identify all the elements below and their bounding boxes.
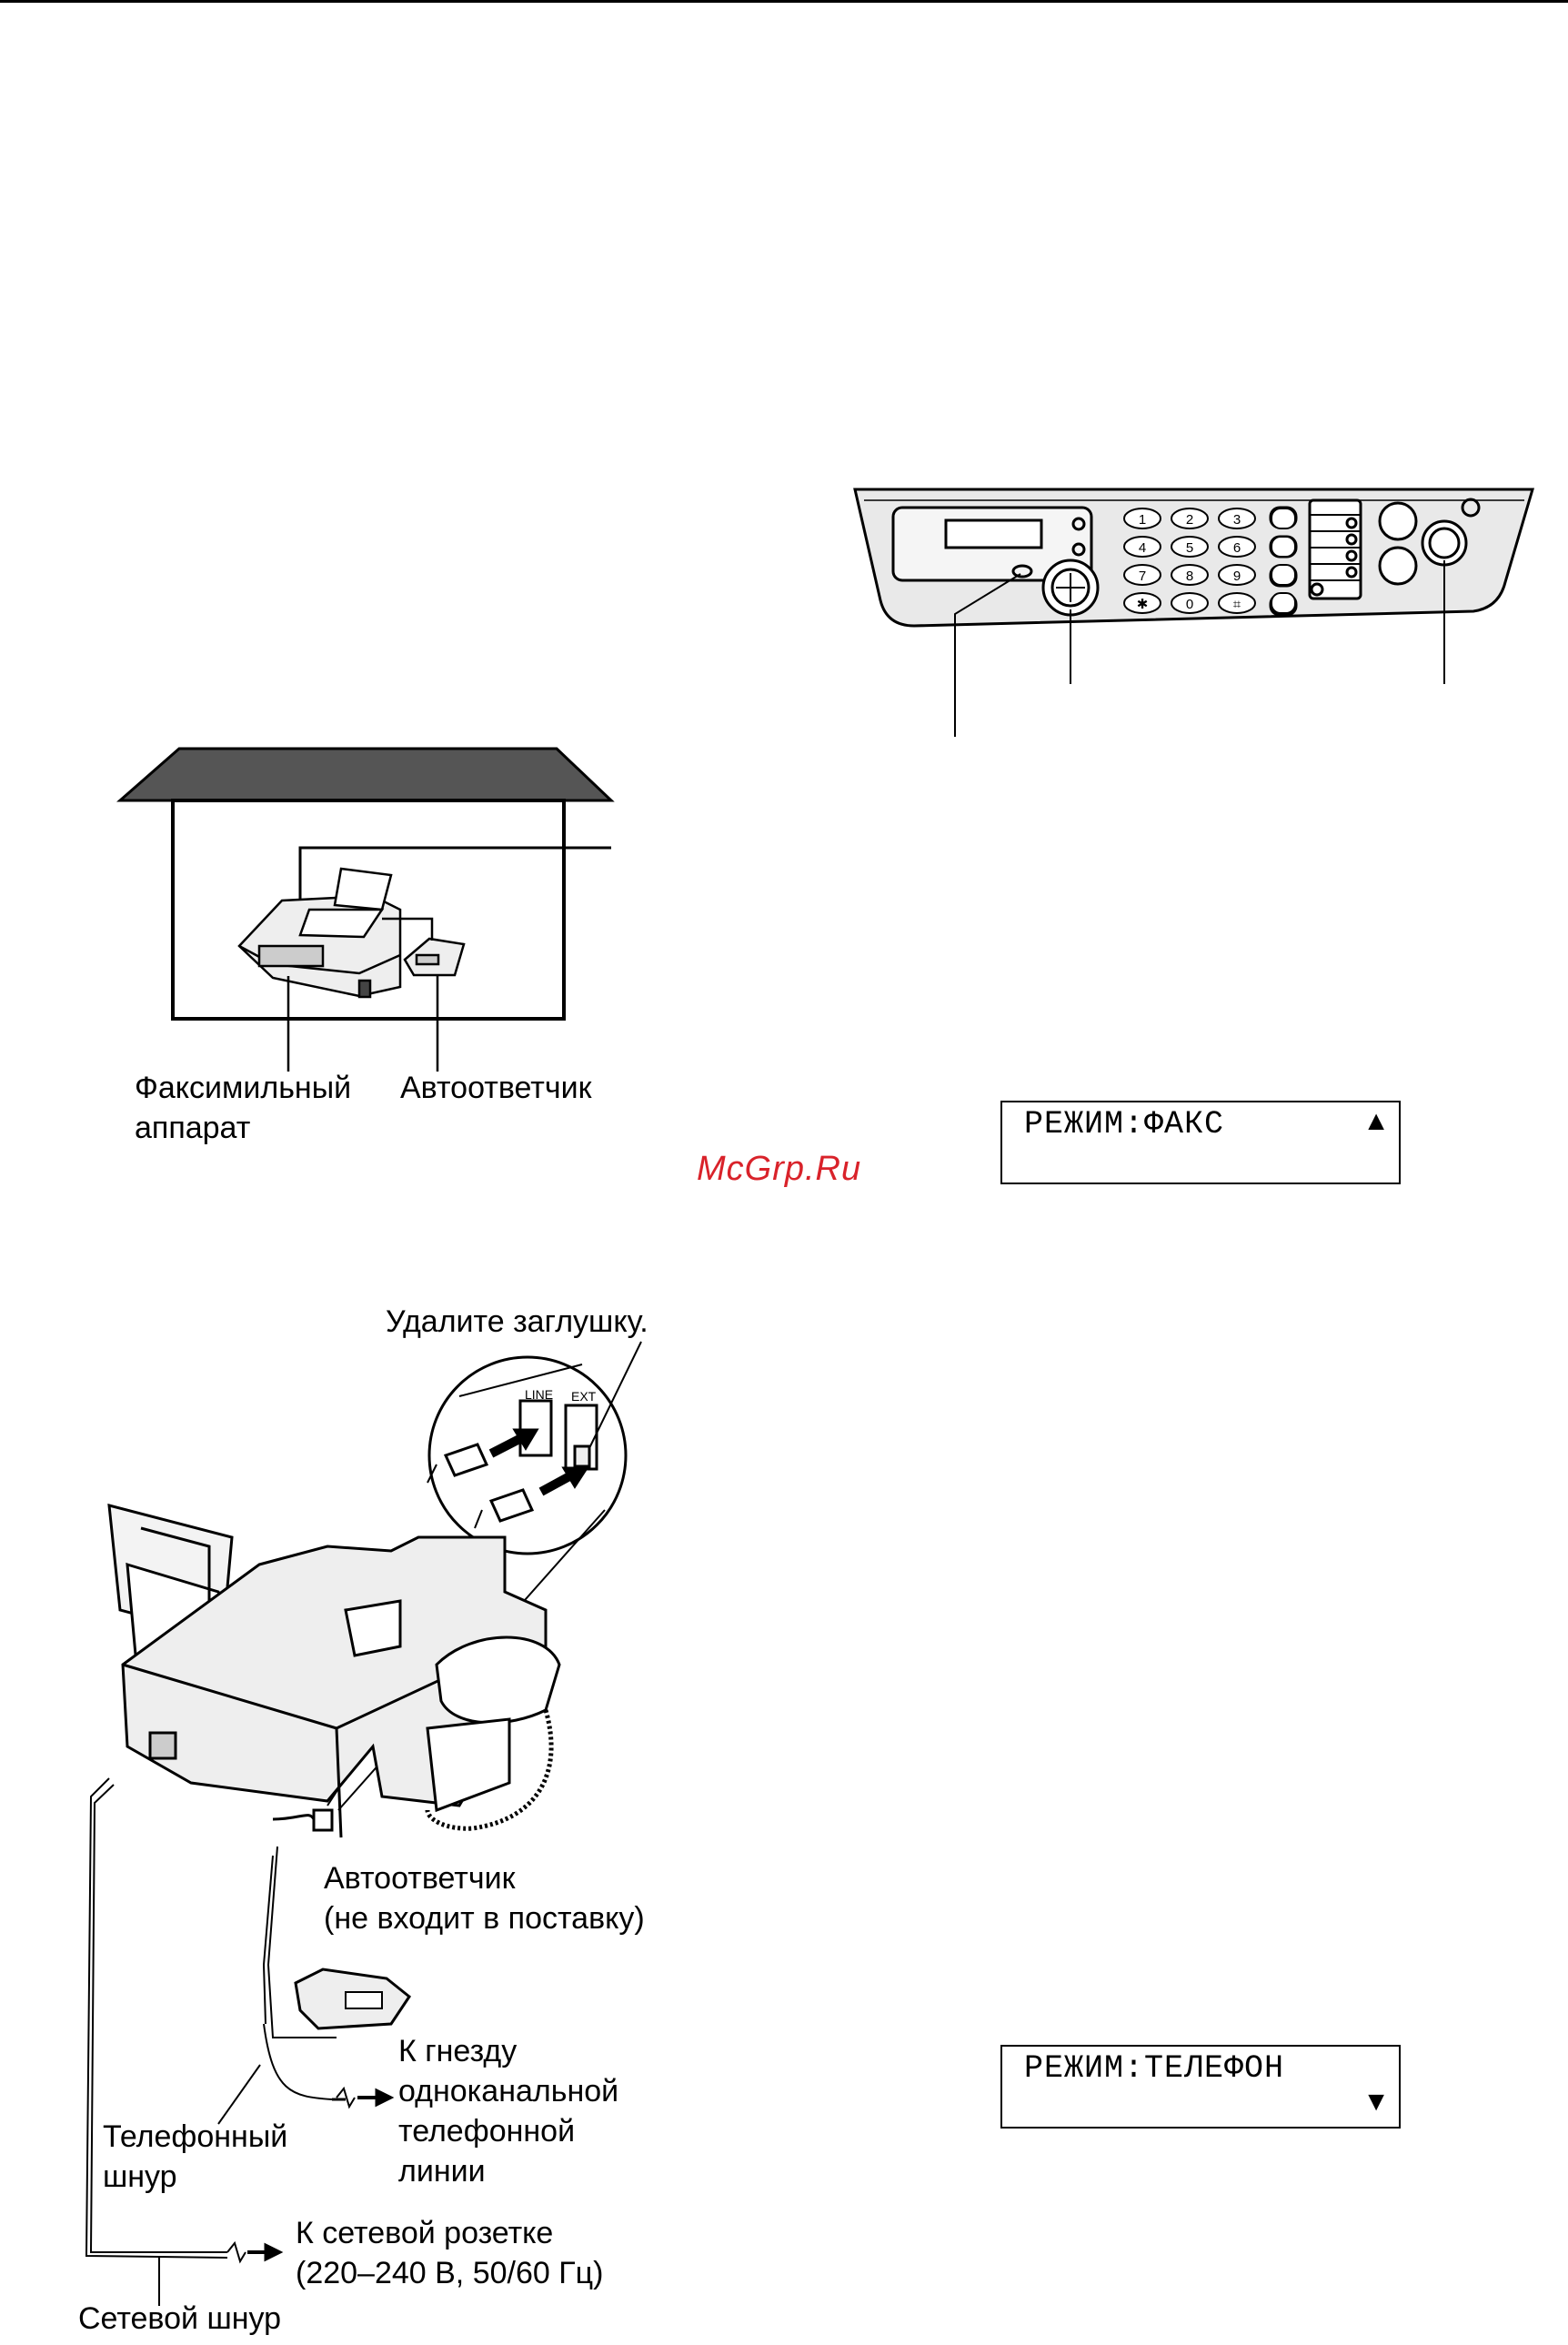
- watermark: McGrp.Ru: [697, 1150, 862, 1188]
- keypad-key-label: 4: [1138, 540, 1147, 556]
- keypad-key-label: ✱: [1136, 597, 1149, 612]
- jack-ext-label: EXT: [571, 1389, 597, 1404]
- jack-line-label: LINE: [525, 1387, 554, 1402]
- keypad-key-label: ⌗: [1232, 597, 1241, 612]
- down-triangle-icon: ▼: [1362, 2087, 1390, 2117]
- label-phone-cord: Телефонный шнур: [103, 2119, 288, 2194]
- keypad-key-label: 9: [1232, 569, 1241, 584]
- keypad-key-label: 2: [1185, 512, 1194, 528]
- keypad-key-label: 5: [1185, 540, 1194, 556]
- keypad-key-label: 7: [1138, 569, 1147, 584]
- label-answering-machine-house: Автоответчик: [400, 1071, 592, 1105]
- keypad-key-label: 0: [1185, 597, 1194, 612]
- keypad-key-label: 6: [1232, 540, 1241, 556]
- label-answering-machine-optional: Автоответчик (не входит в поставку): [324, 1861, 645, 1936]
- label-power-cord: Сетевой шнур: [78, 2301, 282, 2336]
- display-fax-text: РЕЖИМ:ФАКС: [1024, 1106, 1225, 1142]
- label-fax-machine: Факсимильный аппарат: [135, 1071, 352, 1145]
- up-triangle-icon: ▲: [1362, 1106, 1390, 1136]
- callout-remove-plug: Удалите заглушку.: [386, 1304, 648, 1339]
- label-line-jack: К гнезду одноканальной телефонной линии: [398, 2034, 619, 2189]
- keypad-key-label: 3: [1232, 512, 1241, 528]
- label-power-outlet: К сетевой розетке (220–240 В, 50/60 Гц): [296, 2216, 604, 2290]
- keypad-key-label: 1: [1138, 512, 1147, 528]
- keypad-key-label: 8: [1185, 569, 1194, 584]
- display-phone-text: РЕЖИМ:ТЕЛЕФОН: [1024, 2050, 1285, 2087]
